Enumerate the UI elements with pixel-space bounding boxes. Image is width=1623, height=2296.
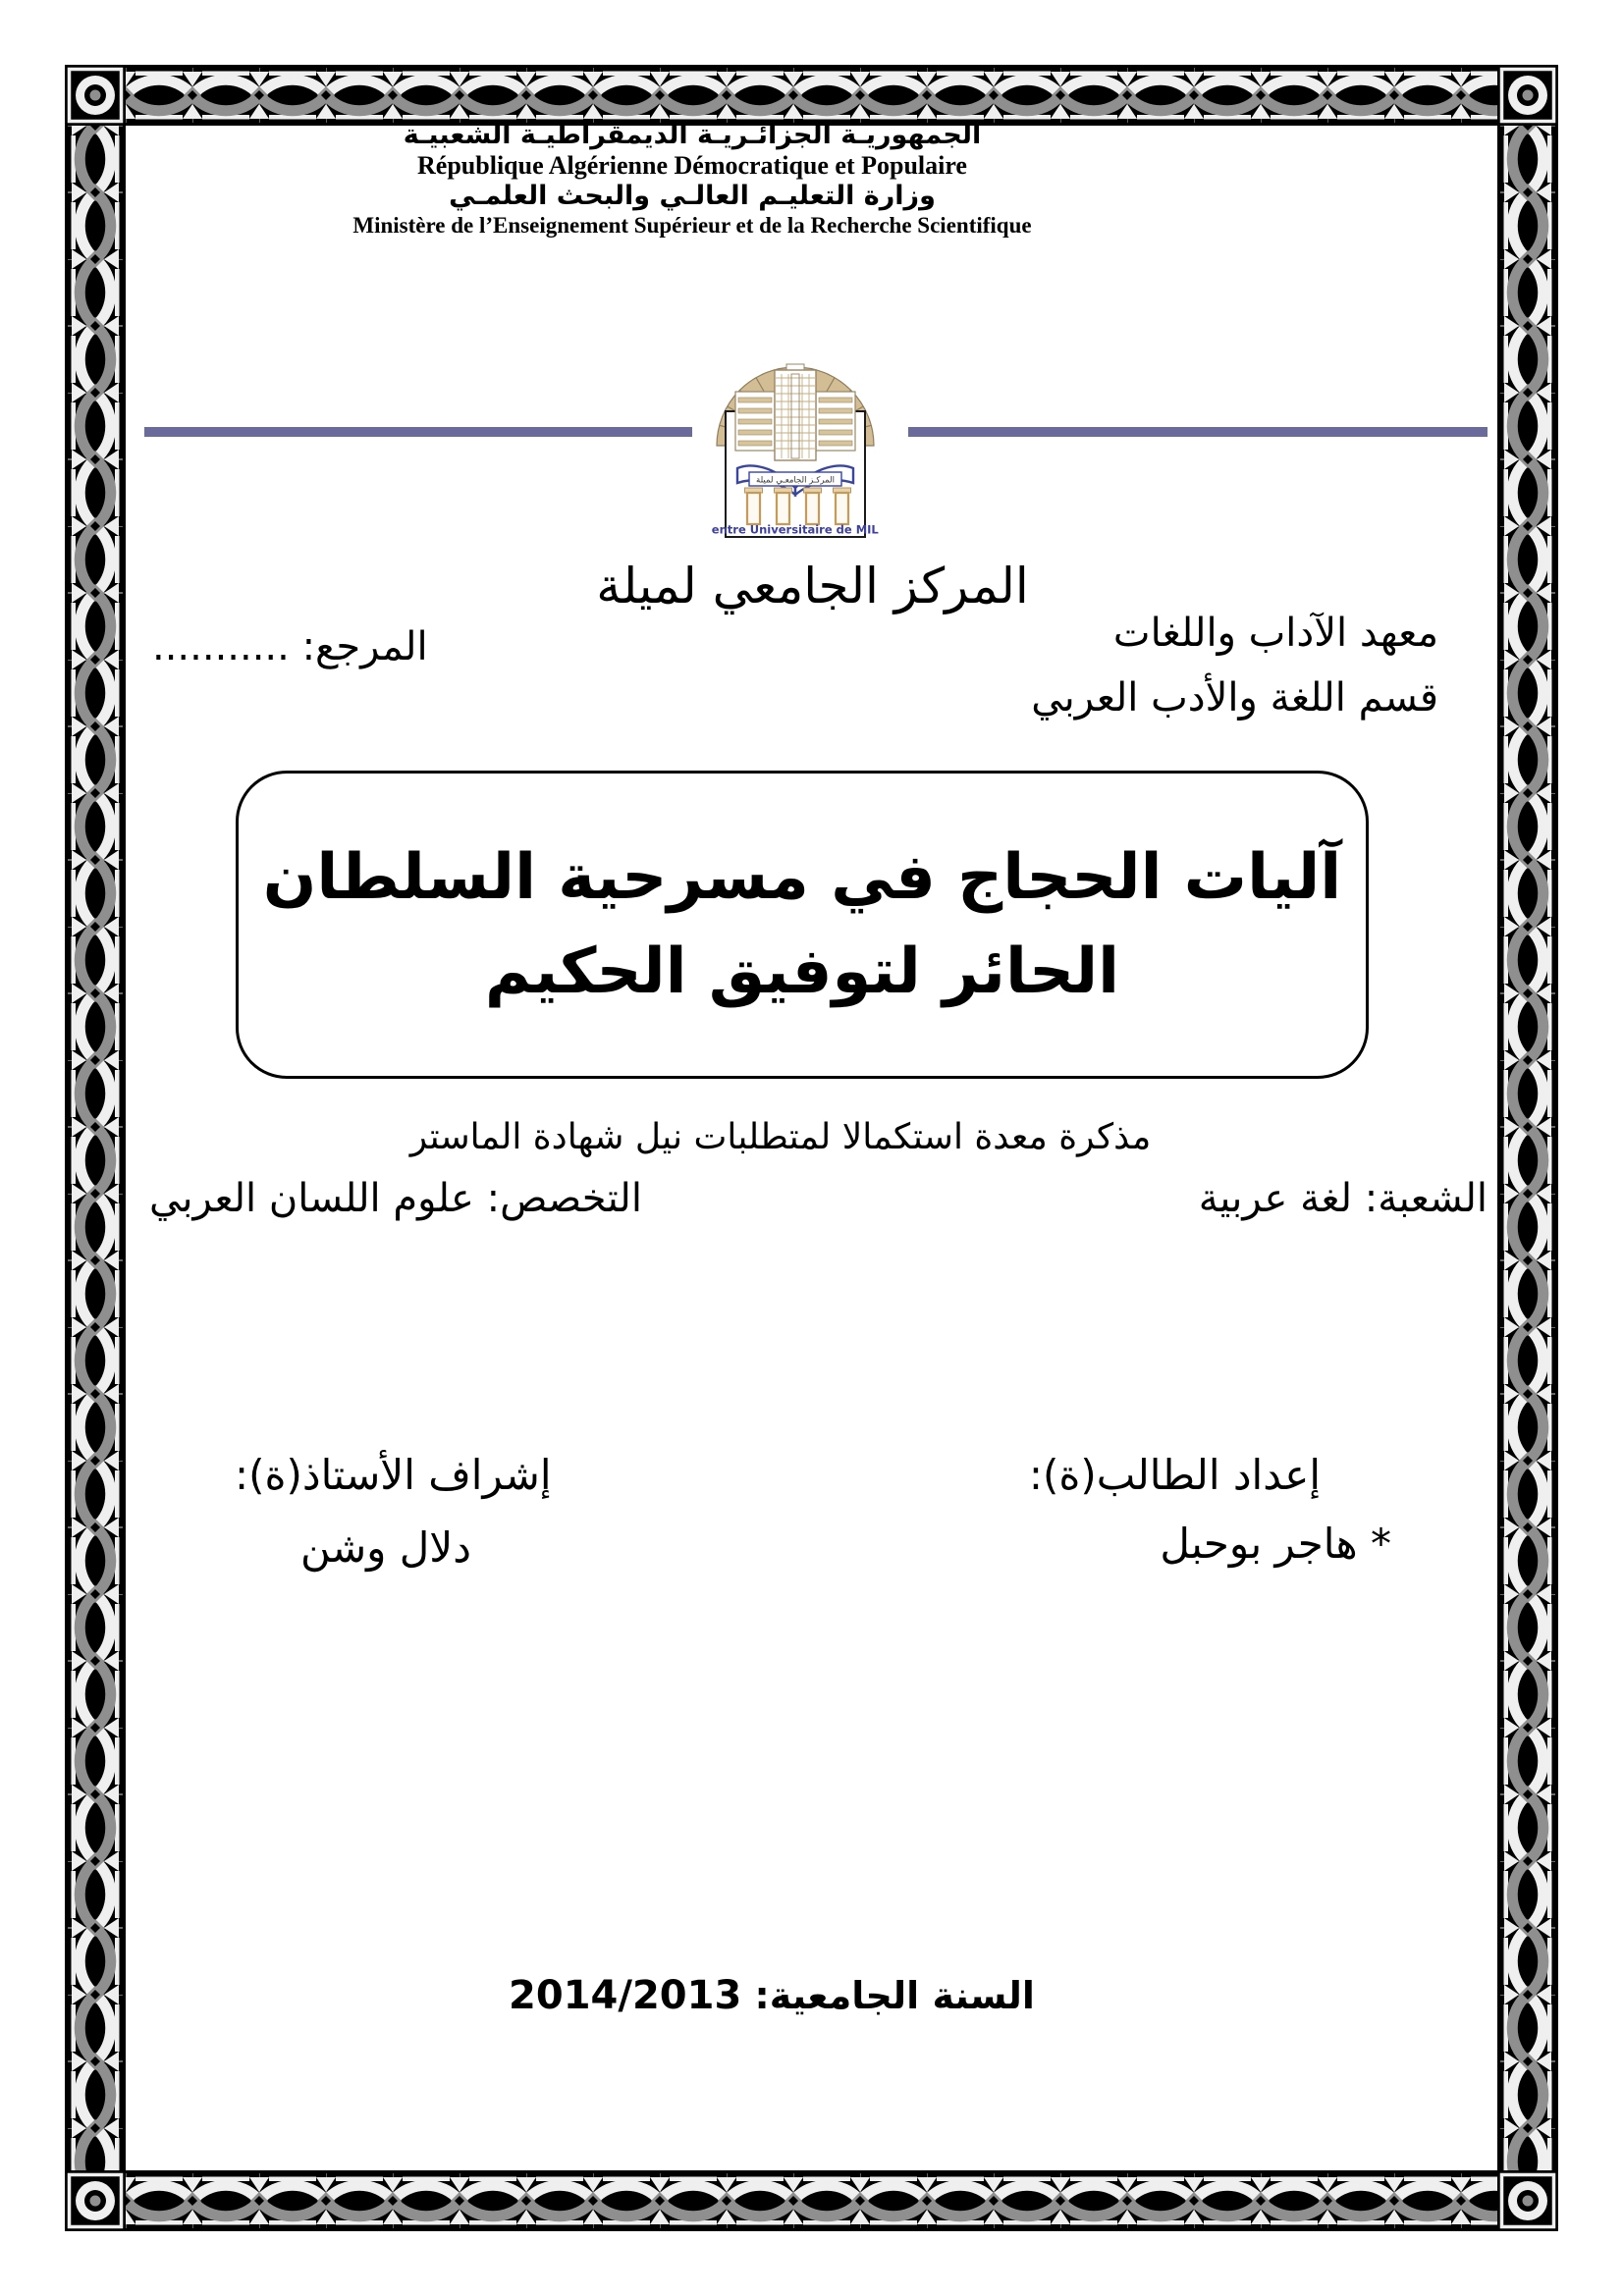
republic-name-arabic: الجمهوريـة الجزائـريـة الديمقراطيـة الشعبيـة [403,120,982,150]
border-corner-top-right [1497,65,1558,126]
border-bottom [126,2170,1497,2231]
border-corner-bottom-left [65,2170,126,2231]
ministry-name-arabic: وزارة التعليـم العالـي والبحث العلمـي [449,180,936,211]
logo-caption: Centre Universitaire de MILA [712,522,879,537]
university-center-name: المركز الجامعي لميلة [596,558,1029,614]
official-header [128,120,1257,240]
institute-name: معهد الآداب واللغات [1112,611,1438,656]
thesis-note: مذكرة معدة استكمالا لمتطلبات نيل شهادة الماستر [409,1117,1152,1157]
supervisor-name: دلال وشن [300,1523,471,1572]
university-logo [712,350,879,551]
branch-field: الشعبة: لغة عربية [1198,1176,1488,1221]
right-divider-line [908,427,1488,437]
border-top [126,65,1497,126]
supervisor-label: إشراف الأستاذ(ة): [235,1451,552,1499]
border-right [1497,126,1558,2170]
logo-banner [749,472,841,486]
ministry-name-french: Ministère de l’Enseignement Supérieur et de la Recherche Scientifique [352,213,1032,239]
specialty-field: التخصص: علوم اللسان العربي [149,1176,642,1221]
border-corner-bottom-right [1497,2170,1558,2231]
student-name: * هاجر بوحبل [1160,1520,1391,1568]
academic-year-value: 2014/2013 [509,1973,742,2018]
border-corner-top-left [65,65,126,126]
republic-name-french: République Algérienne Démocratique et Populaire [417,150,967,180]
reference-field: المرجع: ........... [152,624,428,669]
thesis-title-line1: آليات الحجاج في مسرحية السلطان [262,841,1342,914]
border-left [65,126,126,2170]
student-label: إعداد الطالب(ة): [1028,1451,1321,1499]
academic-year [128,1973,1416,2018]
department-name: قسم اللغة والأدب العربي [1031,675,1438,721]
logo-banner-text: المركـز الجامعـي لميلة [756,475,835,486]
left-divider-line [144,427,692,437]
academic-year-label: السنة الجامعية: [754,1974,1035,2017]
thesis-title-box [236,771,1369,1079]
thesis-title-line2: الحائر لتوفيق الحكيم [484,935,1120,1008]
